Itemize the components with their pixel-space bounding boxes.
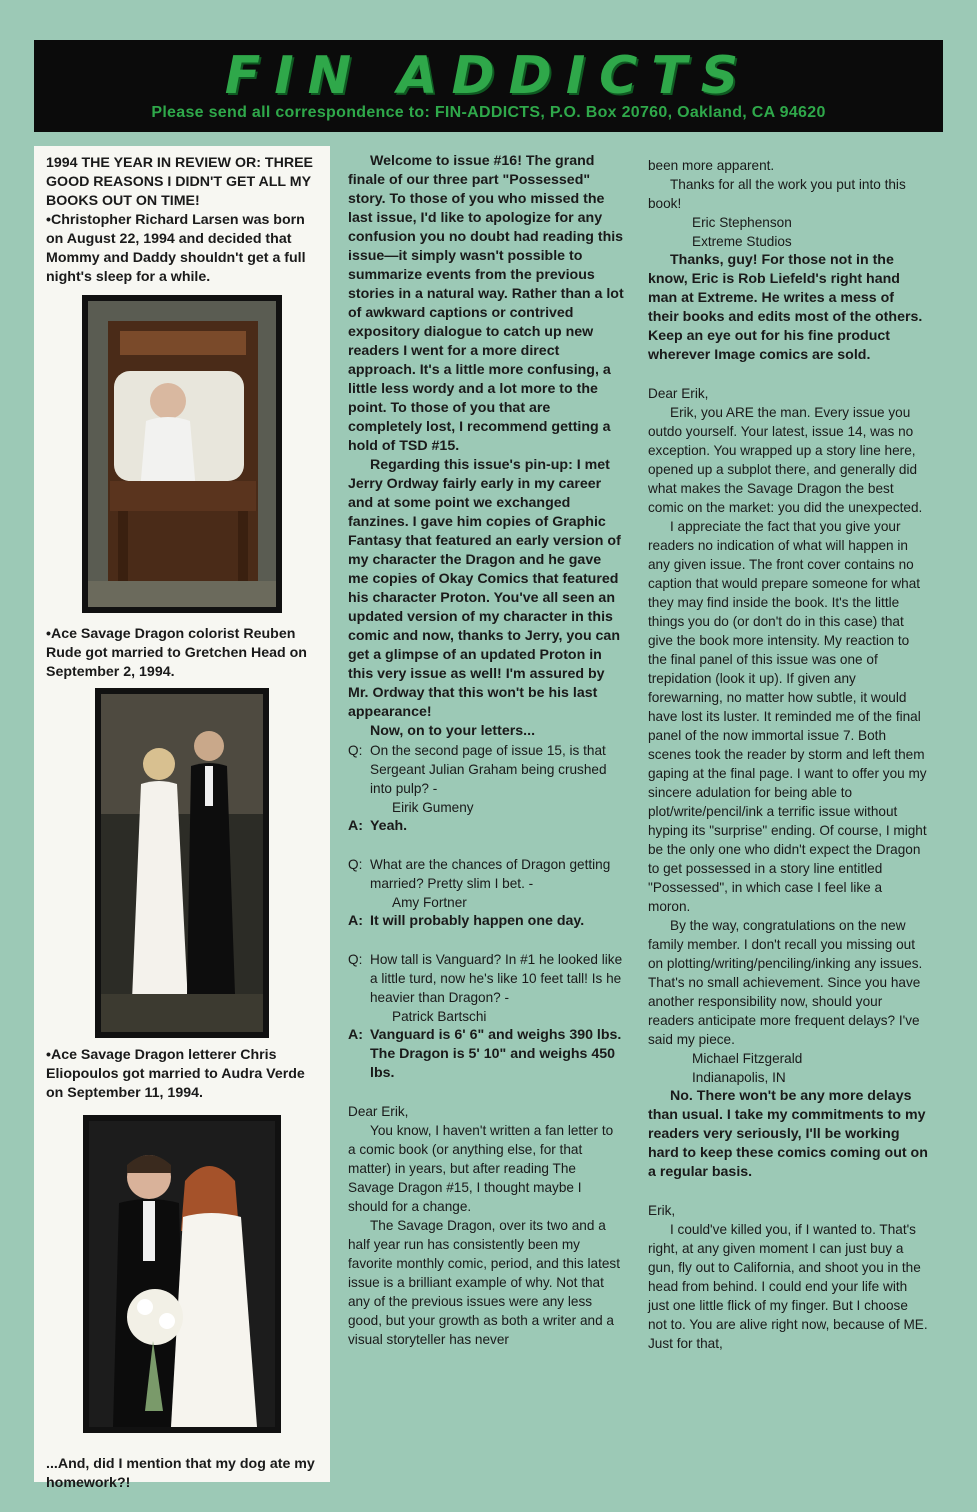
sidebar-item-baby: •Christopher Richard Larsen was born on August 22, 1994 and decided that Mommy and Daddy shouldn't get a full night's sleep for a while. xyxy=(46,212,306,285)
editor-column xyxy=(348,152,624,1349)
colorist-wedding-photo xyxy=(95,688,269,1038)
signature-2-name: Michael Fitzgerald xyxy=(692,1051,803,1066)
signature-2-place: Indianapolis, IN xyxy=(692,1070,786,1085)
sidebar-item-colorist: •Ace Savage Dragon colorist Reuben Rude got married to Gretchen Head on September 2, 1994. xyxy=(46,626,307,680)
year-in-review-sidebar xyxy=(34,146,330,1491)
letter-paragraph-2: The Savage Dragon, over its two and a half year run has consistently been my favorite monthly comic, period, and this latest issue is a brilliant example of why. Not that any of the previous issues were any less good, but your growth as both a writer and a visual storyteller has never xyxy=(348,1218,621,1347)
answer-2: A: It will probably happen one day. xyxy=(348,913,585,929)
question-1: Q: On the second page of issue 15, is that Sergeant Julian Graham being crushed into pulp? - xyxy=(348,741,624,798)
mailing-address: Please send all correspondence to: FIN-ADDICTS, P.O. Box 20760, Oakland, CA 94620 xyxy=(151,104,826,121)
letter-2-paragraph-2: I appreciate the fact that you give your readers no indication of what will happen in any given issue. The front cover contains no caption that would prepare someone for what they may find inside the book. It's the little things you do (or don't do in this case) that give the book more intensity. My reaction to the final panel of this issue was one of trepidation (look it up). If given any forewarning, no matter how subtle, it would have lost its luster. It reminded me of the final panel of the now immortal issue 7. Both scenes took the reader by storm and left them gaping at the final page. I want to offer you my sincere adulation for being able to plot/write/pencil/ink a terrific issue without hyping its "surprise" ending. Of course, I might be the only one who didn't expect the Dragon to get possessed in a story line entitled "Possessed", in which case I feel like a moron. xyxy=(648,519,927,914)
baby-photo-image xyxy=(88,301,276,607)
letter-3-paragraph-1: I could've killed you, if I wanted to. That's right, at any given moment I can just buy a gun, fly out to California, and shoot you in the head from behind. I could end your life with just one little flick of my finger. But I choose not to. You are alive right now, because of ME. Just for that, xyxy=(648,1222,928,1351)
question-2-text: What are the chances of Dragon getting married? Pretty slim I bet. - xyxy=(370,857,611,891)
reply-1: Thanks, guy! For those not in the know, Eric is Rob Liefeld's right hand man at Extreme. He writes a mess of their books and edits most of the others. Keep an eye out for his fine product wherever Image comics are sold. xyxy=(648,252,923,363)
question-2-author: Amy Fortner xyxy=(392,895,467,910)
question-1-text: On the second page of issue 15, is that Sergeant Julian Graham being crushed into pulp? - xyxy=(370,743,607,796)
sidebar-heading: 1994 THE YEAR IN REVIEW OR: THREE GOOD REASONS I DIDN'T GET ALL MY BOOKS OUT ON TIME! xyxy=(46,155,313,209)
sidebar-item-dog: ...And, did I mention that my dog ate my homework?! xyxy=(46,1456,315,1491)
colorist-wedding-image xyxy=(101,694,263,1032)
letter-salutation: Dear Erik, xyxy=(348,1104,409,1119)
question-3-text: How tall is Vanguard? In #1 he looked like a little turd, now he's like 10 feet tall! Is he heavier than Dragon? - xyxy=(370,952,623,1005)
header-banner xyxy=(34,40,943,132)
question-2: Q: What are the chances of Dragon getting married? Pretty slim I bet. - xyxy=(348,855,624,893)
answer-1: A: Yeah. xyxy=(348,818,408,834)
letter-thanks: Thanks for all the work you put into this book! xyxy=(648,177,906,211)
answer-3: A: Vanguard is 6' 6" and weighs 390 lbs. The Dragon is 5' 10" and weighs 450 lbs. xyxy=(348,1026,624,1083)
intro-text: Welcome to issue #16! The grand finale of our three part "Possessed" story. To those of you who missed the last issue, I'd like to apologize for any confusion you no doubt had reading this issue—it simply wasn't possible to summarize events from the previous stories in a natural way. Rather than a lot of awkward captions or contrived expository dialogue to catch up new readers I went for a more direct approach. It's a little more confusing, a little less wordy and a lot more to the point. To those of you that are completely lost, I recommend getting a hold of TSD #15. xyxy=(348,153,624,454)
letter-paragraph-1: You know, I haven't written a fan letter to a comic book (or anything else, for that matter) in years, but after reading The Savage Dragon #15, I thought maybe I should for a change. xyxy=(348,1123,614,1214)
letter-3-salutation: Erik, xyxy=(648,1203,676,1218)
question-3: Q: How tall is Vanguard? In #1 he looked like a little turd, now he's like 10 feet tall! Is he heavier than Dragon? - xyxy=(348,952,623,1005)
sidebar-item-letterer: •Ace Savage Dragon letterer Chris Eliopoulos got married to Audra Verde on September 11, 1994. xyxy=(46,1047,305,1101)
answer-1-text: Yeah. xyxy=(370,818,408,834)
letters-column xyxy=(648,156,928,1353)
signature-1-place: Extreme Studios xyxy=(692,234,792,249)
letter-2-paragraph-3: By the way, congratulations on the new family member. I don't recall you missing out on plotting/writing/penciling/inking any issues. That's no small achievement. Since you have another responsibility now, should your readers anticipate more frequent delays? I've said my piece. xyxy=(648,918,923,1047)
reply-2: No. There won't be any more delays than usual. I take my commitments to my readers very seriously, I'll be working hard to keep these comics coming out on a regular basis. xyxy=(648,1088,928,1180)
letter-continuation: been more apparent. xyxy=(648,158,775,173)
pinup-text: Regarding this issue's pin-up: I met Jerry Ordway fairly early in my career and at some point we exchanged fanzines. I gave him copies of Graphic Fantasy that featured an early version of my character the Dragon and he gave me copies of Okay Comics that featured his character Proton. You've all seen an updated version of my character in this comic and now, thanks to Jerry, you can get a glimpse of an updated Proton in this very issue as well! I'm assured by Mr. Ordway that this won't be his last appearance! xyxy=(348,457,621,720)
letter-2-salutation: Dear Erik, xyxy=(648,386,709,401)
letterer-wedding-image xyxy=(89,1121,275,1427)
question-3-author: Patrick Bartschi xyxy=(392,1009,487,1024)
answer-2-text: It will probably happen one day. xyxy=(370,913,585,929)
signature-1-name: Eric Stephenson xyxy=(692,215,792,230)
baby-photo xyxy=(82,295,282,613)
question-1-author: Eirik Gumeny xyxy=(392,800,474,815)
answer-3-text: Vanguard is 6' 6" and weighs 390 lbs. The Dragon is 5' 10" and weighs 450 lbs. xyxy=(370,1027,622,1081)
letter-2-paragraph-1: Erik, you ARE the man. Every issue you outdo yourself. Your latest, issue 14, was no exception. You wrapped up a story line here, opened up a subplot there, and generally did what makes the Savage Dragon the best comic on the market: you did the unexpected. xyxy=(648,405,923,515)
page-title: FIN ADDICTS xyxy=(224,46,753,106)
now-text: Now, on to your letters... xyxy=(370,723,536,739)
letterer-wedding-photo xyxy=(83,1115,281,1433)
